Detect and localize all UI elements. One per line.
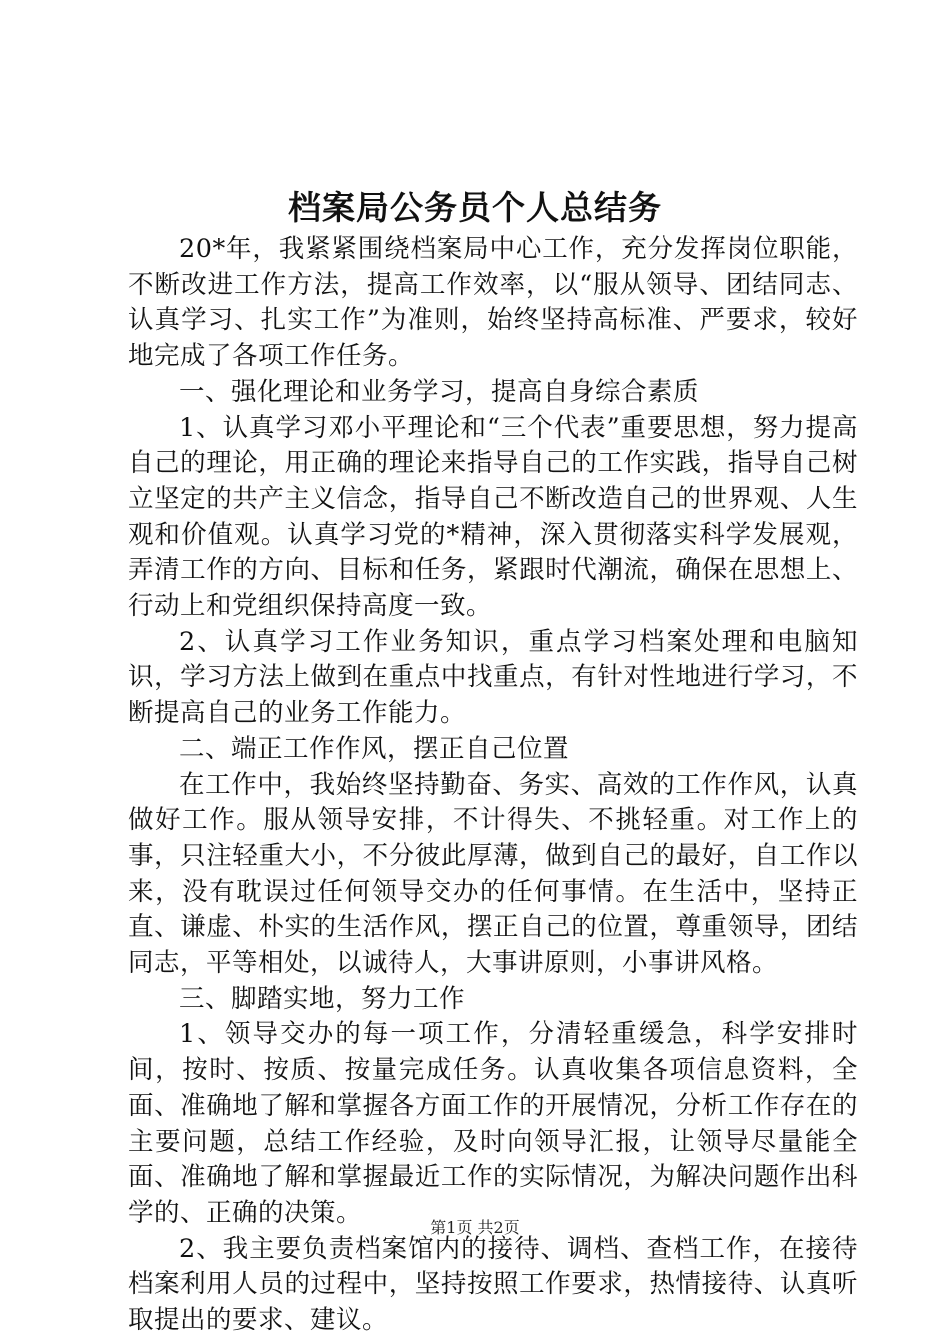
paragraph-1-2: 2、认真学习工作业务知识，重点学习档案处理和电脑知识，学习方法上做到在重点中找重点，有针对性地进行学习，不断提高自己的业务工作能力。 [128, 626, 858, 729]
paragraph-3-1: 1、领导交办的每一项工作，分清轻重缓急，科学安排时间，按时、按质、按量完成任务。认真收集各项信息资料，全面、准确地了解和掌握各方面工作的开展情况，分析工作存在的主要问题，总结工作经验，及时向领导汇报，让领导尽量能全面、准确地了解和掌握最近工作的实际情况，为解决问题作出科学的、正确的决策。 [128, 1019, 858, 1228]
section-heading-1: 一、强化理论和业务学习，提高自身综合素质 [179, 376, 700, 407]
paragraph-1-1: 1、认真学习邓小平理论和“三个代表”重要思想，努力提高自己的理论，用正确的理论来指导自己的工作实践，指导自己树立坚定的共产主义信念，指导自己不断改造自己的世界观、人生观和价值观。认真学习党的*精神，深入贯彻落实科学发展观，弄清工作的方向、目标和任务，紧跟时代潮流，确保在思想上、行动上和党组织保持高度一致。 [128, 412, 858, 622]
page-title: 档案局公务员个人总结务 [288, 188, 662, 227]
paragraph-2-1: 在工作中，我始终坚持勤奋、务实、高效的工作作风，认真做好工作。服从领导安排，不计得失、不挑轻重。对工作上的事，只注轻重大小，不分彼此厚薄，做到自己的最好，自工作以来，没有耽误过任何领导交办的任何事情。在生活中，坚持正直、谦虚、朴实的生活作风，摆正自己的位置，尊重领导，团结同志，平等相处，以诚待人，大事讲原则，小事讲风格。 [128, 769, 858, 979]
paragraph-3-2: 2、我主要负责档案馆内的接待、调档、查档工作，在接待档案利用人员的过程中，坚持按照工作要求，热情接待、认真听取提出的要求、建议。 [128, 1233, 858, 1336]
paragraph-intro: 20*年，我紧紧围绕档案局中心工作，充分发挥岗位职能，不断改进工作方法，提高工作效率，以“服从领导、团结同志、认真学习、扎实工作”为准则，始终坚持高标准、严要求，较好地完成了各项工作任务。 [128, 234, 858, 372]
section-heading-2: 二、端正工作作风，摆正自己位置 [179, 733, 570, 764]
document-body [128, 232, 858, 1339]
page-footer: 第1页 共2页 [430, 1218, 520, 1237]
section-heading-3: 三、脚踏实地，努力工作 [179, 983, 466, 1014]
